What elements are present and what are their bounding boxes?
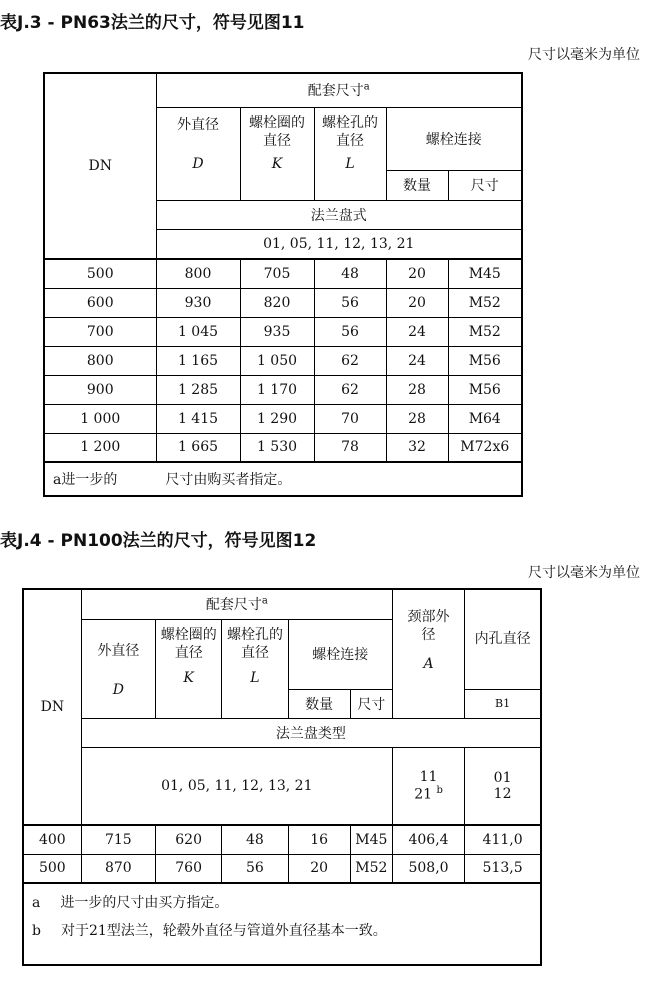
table-row: 400 715 620 48 16 M45 406,4 411,0: [23, 825, 541, 854]
header-bolting: 螺栓连接: [288, 619, 392, 689]
table-row: 600 930 820 56 20 M52: [44, 288, 522, 317]
header-quantity: 数量: [288, 689, 350, 718]
header-type-list: 01, 05, 11, 12, 13, 21: [81, 747, 392, 825]
table-footnote: a进一步的 尺寸由购买者指定。: [44, 462, 522, 496]
header-neck-types: 11 21 $^b$: [392, 747, 464, 825]
header-flange-type: 法兰盘式: [156, 200, 522, 229]
header-bore-types: 01 12: [465, 747, 541, 825]
table-row: 800 1 165 1 050 62 24 M56: [44, 346, 522, 375]
unit-note: 尺寸以毫米为单位: [528, 47, 640, 63]
header-size: 尺寸: [448, 170, 522, 200]
header-size: 尺寸: [350, 689, 392, 718]
header-outer-diameter: 外直径 D: [156, 107, 240, 200]
header-flange-type: 法兰盘类型: [81, 718, 541, 747]
table-row: 900 1 285 1 170 62 28 M56: [44, 375, 522, 404]
header-quantity: 数量: [386, 170, 448, 200]
pn63-table: [43, 72, 523, 497]
header-outer-diameter: 外直径 D: [81, 619, 155, 718]
footnote-a: a 进一步的尺寸由买方指定。: [32, 895, 229, 911]
header-bore-diameter: 内孔直径: [465, 589, 541, 689]
header-bore-symbol: B1: [465, 689, 541, 718]
table-row: 1 200 1 665 1 530 78 32 M72x6: [44, 433, 522, 462]
header-neck-diameter: 颈部外径 A: [392, 589, 464, 718]
header-type-list: 01, 05, 11, 12, 13, 21: [156, 229, 522, 259]
header-bolt-circle: 螺栓圈的直径 K: [156, 619, 222, 718]
header-bolt-circle: 螺栓圈的直径 K: [240, 107, 314, 200]
header-dn: DN: [23, 589, 81, 825]
header-mating: 配套尺寸$^a$: [156, 73, 522, 107]
header-bolting: 螺栓连接: [386, 107, 522, 170]
pn100-table: [22, 588, 542, 966]
table-footnotes: [23, 883, 541, 965]
header-bolt-hole: 螺栓孔的直径 L: [314, 107, 386, 200]
table-row: 1 000 1 415 1 290 70 28 M64: [44, 404, 522, 433]
table-row: 500 870 760 56 20 M52 508,0 513,5: [23, 854, 541, 883]
table-title-pn100: 表J.4 - PN100法兰的尺寸，符号见图12: [0, 531, 317, 551]
table-row: 500 800 705 48 20 M45: [44, 259, 522, 288]
table-row: 700 1 045 935 56 24 M52: [44, 317, 522, 346]
unit-note: 尺寸以毫米为单位: [528, 565, 640, 581]
header-bolt-hole: 螺栓孔的直径 L: [222, 619, 288, 718]
header-mating: 配套尺寸$^a$: [81, 589, 392, 619]
header-dn: DN: [44, 73, 156, 259]
footnote-b: b 对于21型法兰，轮毂外直径与管道外直径基本一致。: [32, 923, 387, 939]
table-title-pn63: 表J.3 - PN63法兰的尺寸，符号见图11: [0, 13, 305, 33]
